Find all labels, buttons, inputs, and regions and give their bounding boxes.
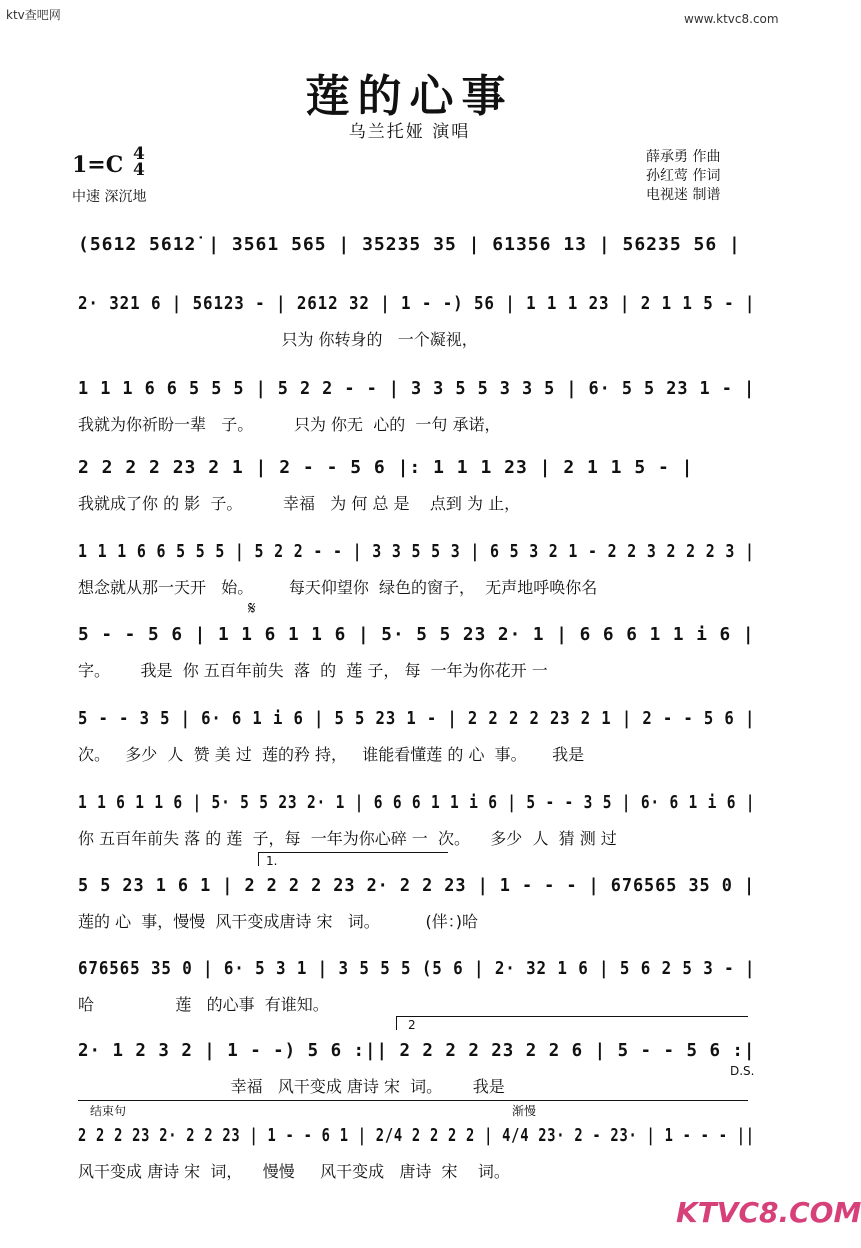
ritardando-label: 渐慢: [512, 1104, 537, 1118]
score-row-8: [78, 792, 755, 852]
lyricist-credit: 孙红莺 作词: [646, 168, 721, 184]
notation-line: 676565 35 0 | 6· 5 3 1 | 3 5 5 5 (5 6 | 2· 32 1 6 | 5 6 2 5 3 - |: [78, 958, 756, 979]
key-signature: 1=C: [72, 152, 124, 178]
lyric-line: 莲的 心 事，慢慢 风干变成唐诗 宋 词。 (伴：)哈: [78, 912, 479, 931]
notation-line: 1 1 1 6 6 5 5 5 | 5 2 2 - - | 3 3 5 5 3 3 5 | 6· 5 5 23 1 - |: [78, 378, 756, 399]
time-signature-bottom: 4: [133, 160, 145, 180]
lyric-line: 哈 莲 的心事 有谁知。: [78, 995, 329, 1014]
score-row-9: [78, 875, 755, 935]
lyric-line: 你 五百年前失 落 的 莲 子，每 一年为你心碎 一 次。 多少 人 猜 测 过: [78, 829, 617, 848]
lyric-line: 我就为你祈盼一辈 子。 只为 你无 心的 一句 承诺，: [78, 415, 501, 434]
notation-line: 5 - - 3 5 | 6· 6 1 i 6 | 5 5 23 1 - | 2 2 2 2 23 2 1 | 2 - - 5 6 |: [78, 708, 756, 729]
lyric-line: 次。 多少 人 赞 美 过 莲的矜 持， 谁能看懂莲 的 心 事。 我是: [78, 745, 585, 764]
score-row-6: [78, 624, 755, 684]
time-signature-top: 4: [133, 144, 145, 164]
notation-line: 2· 321 6 | 56123 - | 2612 32 | 1 - -) 56 | 1 1 1 23 | 2 1 1 5 - |: [78, 293, 756, 314]
composer-credit: 薛承勇 作曲: [646, 149, 721, 165]
arranger-credit: 电视迷 制谱: [646, 187, 721, 203]
notation-line: 2· 1 2 3 2 | 1 - -) 5 6 :|| 2 2 2 2 23 2 2 6 | 5 - - 5 6 :|: [78, 1040, 756, 1061]
volta-2-bracket: [396, 1016, 748, 1017]
notation-line: 5 - - 5 6 | 1 1 6 1 1 6 | 5· 5 5 23 2· 1 | 6 6 6 1 1 i 6 |: [78, 624, 755, 645]
notation-line: (5612 5612̇ | 3561 565 | 35235 35 | 61356 13 | 56235 56 |: [78, 234, 741, 255]
lyric-line: 我就成了你 的 影 子。 幸福 为 何 总 是 点到 为 止，: [78, 494, 521, 513]
credits-block: [646, 148, 720, 205]
ds-marking: D.S.: [730, 1064, 755, 1078]
notation-line: 1 1 1 6 6 5 5 5 | 5 2 2 - - | 3 3 5 5 3 | 6 5 3 2 1 - 2 2 3 2 2 2 3 |: [78, 541, 755, 562]
volta-2-label: 2: [408, 1018, 416, 1032]
score-row-10: [78, 958, 755, 1018]
song-title: 莲的心事: [305, 71, 514, 122]
volta-2-edge: [396, 1016, 397, 1030]
lyric-line: 风干变成 唐诗 宋 词， 慢慢 风干变成 唐诗 宋 词。: [78, 1162, 510, 1181]
score-row-12: [78, 1125, 755, 1185]
notation-line: 5 5 23 1 6 1 | 2 2 2 2 23 2· 2 2 23 | 1 - - - | 676565 35 0 |: [78, 875, 756, 896]
notation-line: 1 1 6 1 1 6 | 5· 5 5 23 2· 1 | 6 6 6 1 1 i 6 | 5 - - 3 5 | 6· 6 1 i 6 |: [78, 792, 756, 813]
score-row-3: [78, 378, 755, 438]
tempo-marking: 中速 深沉地: [72, 189, 147, 205]
score-row-7: [78, 708, 755, 768]
score-row-4: [78, 457, 755, 517]
score-row-11: [78, 1040, 755, 1100]
score-row-1: [78, 234, 755, 294]
coda-bracket: [78, 1100, 748, 1101]
site-logo: KTVC8.COM: [676, 1196, 861, 1229]
score-row-2: [78, 293, 755, 353]
volta-1-edge: [258, 852, 259, 866]
notation-line: 2 2 2 23 2· 2 2 23 | 1 - - 6 1 | 2/4 2 2 2 2 | 4/4 23· 2 - 23· | 1 - - - ||: [78, 1125, 755, 1146]
singer-credit: 乌兰托娅 演唱: [348, 122, 471, 142]
score-row-5: [78, 541, 755, 601]
lyric-line: 想念就从那一天开 始。 每天仰望你 绿色的窗子， 无声地呼唤你名: [78, 578, 598, 597]
segno-sign: 𝄋: [248, 598, 256, 619]
volta-1-bracket: [258, 852, 448, 853]
site-name-left: ktv查吧网: [6, 8, 61, 22]
lyric-line: 只为 你转身的 一个凝视，: [78, 330, 478, 349]
notation-line: 2 2 2 2 23 2 1 | 2 - - 5 6 |: 1 1 1 23 | 2 1 1 5 - |: [78, 457, 694, 478]
time-signature: [133, 146, 145, 178]
coda-label: 结束句: [90, 1104, 127, 1118]
lyric-line: 幸福 风干变成 唐诗 宋 词。 我是: [78, 1077, 505, 1096]
volta-1-label: 1.: [266, 854, 278, 868]
lyric-line: 字。 我是 你 五百年前失 落 的 莲 子， 每 一年为你花开 一: [78, 661, 548, 680]
site-url-right: www.ktvc8.com: [684, 12, 779, 26]
